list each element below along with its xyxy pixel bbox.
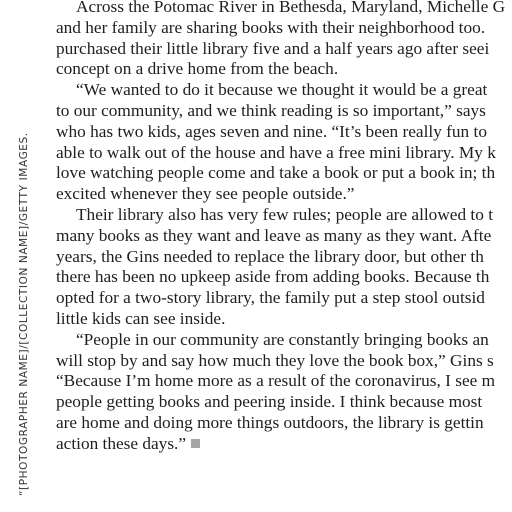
text-line: people getting books and peering inside. I think because most xyxy=(56,392,483,412)
end-of-article-square-icon xyxy=(191,439,200,448)
text-line: “We wanted to do it because we thought it would be a great xyxy=(76,80,488,100)
paragraph xyxy=(56,80,512,205)
text-line: many books as they want and leave as many as they want. Afte xyxy=(56,225,492,245)
text-line: to our community, and we think reading is so important,” says xyxy=(56,100,486,120)
paragraph xyxy=(56,0,512,80)
paragraph xyxy=(56,205,512,330)
text-line: concept on a drive home from the beach. xyxy=(56,59,339,79)
text-line: are home and doing more things outdoors, the library is gettin xyxy=(56,412,484,432)
text-line: Their library also has very few rules; people are allowed to t xyxy=(76,204,493,224)
photo-credit: “[PHOTOGRAPHER NAME]/[COLLECTION NAME]/GETTY IMAGES. xyxy=(18,132,30,496)
text-line: there has been no upkeep aside from adding books. Because th xyxy=(56,267,490,287)
text-line: action these days.” xyxy=(56,433,187,453)
text-line: love watching people come and take a book or put a book in; th xyxy=(56,163,496,183)
text-line: “Because I’m home more as a result of the coronavirus, I see m xyxy=(56,371,496,391)
article-body xyxy=(56,0,512,455)
text-line: little kids can see inside. xyxy=(56,308,226,328)
text-line: will stop by and say how much they love the book box,” Gins s xyxy=(56,350,494,370)
paragraph xyxy=(56,330,512,455)
text-line: able to walk out of the house and have a free mini library. My k xyxy=(56,142,496,162)
text-line: purchased their little library five and a half years ago after seei xyxy=(56,38,490,58)
text-line: excited whenever they see people outside.” xyxy=(56,184,355,204)
text-line: “People in our community are constantly bringing books an xyxy=(76,329,489,349)
text-line: opted for a two-story library, the family put a step stool outsid xyxy=(56,288,485,308)
text-line: years, the Gins needed to replace the library door, but other th xyxy=(56,246,484,266)
text-line: Across the Potomac River in Bethesda, Maryland, Michelle G xyxy=(76,0,506,16)
text-line: who has two kids, ages seven and nine. “It’s been really fun to xyxy=(56,121,487,141)
text-line: and her family are sharing books with their neighborhood too. xyxy=(56,17,486,37)
